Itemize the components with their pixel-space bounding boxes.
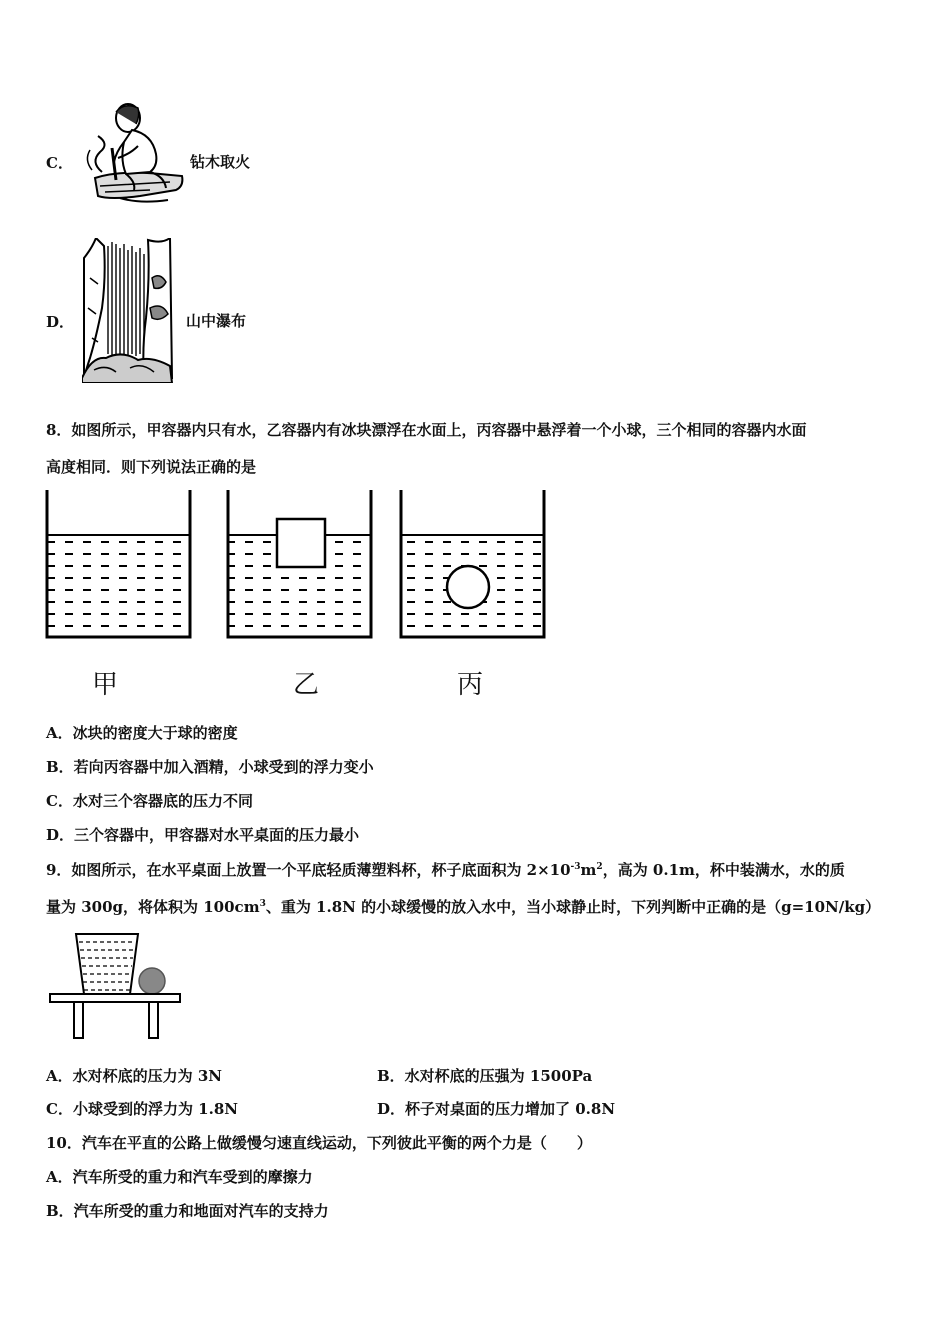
container-jia xyxy=(47,490,190,637)
container-label-jia: 甲 xyxy=(92,670,119,700)
q10-stem: 10．汽车在平直的公路上做缓慢匀速直线运动，下列彼此平衡的两个力是（ ） xyxy=(46,1134,592,1152)
three-containers-diagram xyxy=(44,488,554,648)
cup-ball-table-diagram xyxy=(48,930,184,1042)
q9-line2-part2: 、重为 1.8N 的小球缓慢的放入水中，当小球静止时，下列判断中正确的是（g=10N/kg） xyxy=(265,898,881,916)
container-yi xyxy=(228,490,371,637)
ice-block xyxy=(277,519,325,567)
q8-option-d[interactable]: D．三个容器中，甲容器对水平桌面的压力最小 xyxy=(46,826,360,844)
suspended-ball xyxy=(447,566,489,608)
q7-option-c-caption: 钻木取火 xyxy=(190,153,251,171)
q8-stem-line2: 高度相同．则下列说法正确的是 xyxy=(46,458,257,476)
q7-option-c-image xyxy=(80,100,190,208)
container-label-bing: 丙 xyxy=(457,670,484,700)
q7-option-d-letter: D． xyxy=(46,313,75,331)
q8-option-b[interactable]: B．若向丙容器中加入酒精，小球受到的浮力变小 xyxy=(46,758,374,776)
q9-line1-part1: 9．如图所示，在水平桌面上放置一个平底轻质薄塑料杯，杯子底面积为 2×10 xyxy=(46,861,571,879)
q9-line2-exponent: 3 xyxy=(259,899,266,909)
container-bing xyxy=(401,490,544,637)
q10-option-a[interactable]: A．汽车所受的重力和汽车受到的摩擦力 xyxy=(46,1168,313,1186)
q9-figure xyxy=(48,930,184,1042)
container-label-yi: 乙 xyxy=(293,670,320,700)
q9-option-d[interactable]: D．杯子对桌面的压力增加了 0.8N xyxy=(377,1100,616,1118)
q9-option-c[interactable]: C．小球受到的浮力为 1.8N xyxy=(46,1100,238,1118)
q8-option-a[interactable]: A．冰块的密度大于球的密度 xyxy=(46,724,238,742)
q7-option-d-caption: 山中瀑布 xyxy=(186,312,247,330)
mountain-waterfall-illustration xyxy=(82,238,174,383)
person-drilling-wood-illustration xyxy=(80,100,190,208)
ball xyxy=(139,968,165,994)
q9-stem-line1 xyxy=(46,860,845,880)
q7-option-c-letter: C． xyxy=(46,154,73,172)
q7-option-d-image xyxy=(82,238,174,383)
q9-line1-exponent: -3 xyxy=(570,862,581,872)
q9-line1-unit-exponent: 2 xyxy=(596,862,603,872)
q8-stem-line1: 8．如图所示，甲容器内只有水，乙容器内有冰块漂浮在水面上，丙容器中悬浮着一个小球，三个相同的容器内水面 xyxy=(46,421,807,439)
q9-line1-unit: m xyxy=(580,861,597,879)
q10-option-b[interactable]: B．汽车所受的重力和地面对汽车的支持力 xyxy=(46,1202,329,1220)
q8-figure xyxy=(44,488,554,648)
q9-option-a[interactable]: A．水对杯底的压力为 3N xyxy=(46,1067,223,1085)
q8-option-c[interactable]: C．水对三个容器底的压力不同 xyxy=(46,792,253,810)
q9-stem-line2 xyxy=(46,897,880,917)
q9-line1-part2: ，高为 0.1m，杯中装满水，水的质 xyxy=(602,861,845,879)
q9-line2-part1: 量为 300g，将体积为 100cm xyxy=(46,898,260,916)
q9-option-b[interactable]: B．水对杯底的压强为 1500Pa xyxy=(377,1067,593,1085)
